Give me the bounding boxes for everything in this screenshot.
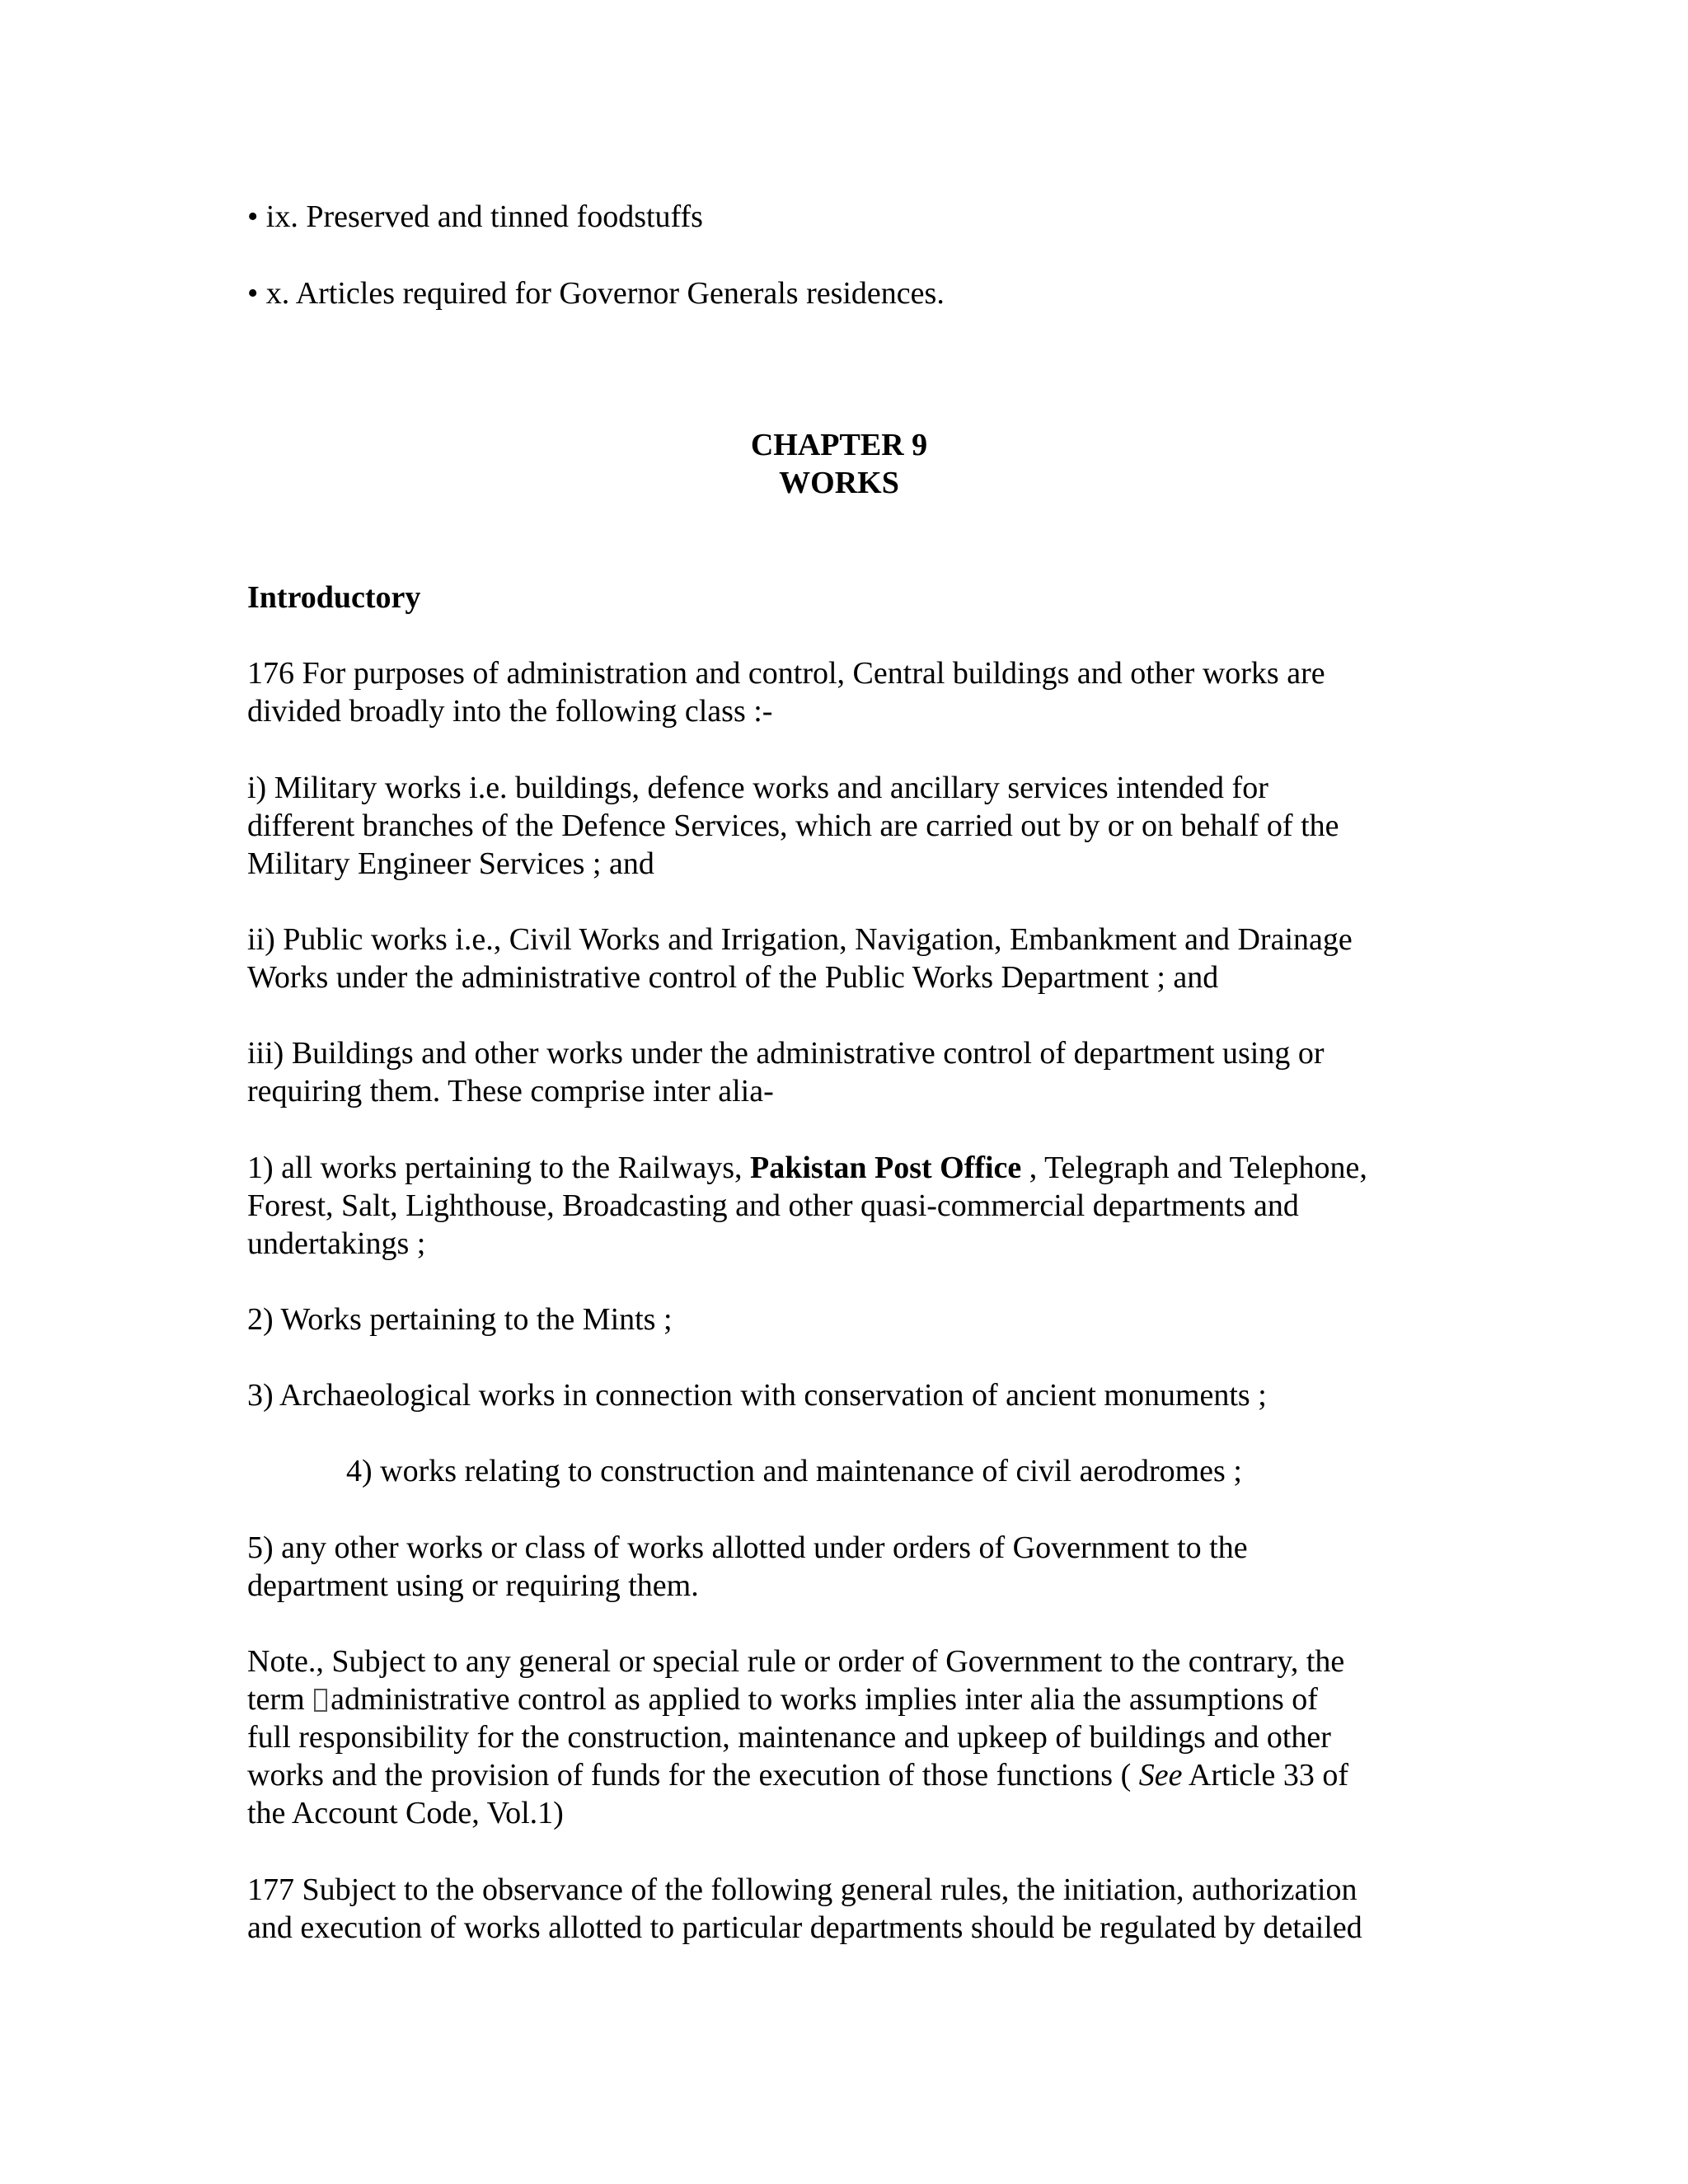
item-5-line-1: 5) any other works or class of works allotted under orders of Government to the (247, 1530, 1248, 1565)
item-1-line-1 (247, 1149, 1367, 1187)
para-177-line-2: and execution of works allotted to particular departments should be regulated by detailed (247, 1910, 1362, 1945)
pakistan-post-office: Pakistan Post Office (750, 1151, 1022, 1185)
bullet-item-x: • x. Articles required for Governor Generals residences. (247, 276, 945, 311)
bullet-item-ix: • ix. Preserved and tinned foodstuffs (247, 199, 703, 234)
item-2: 2) Works pertaining to the Mints ; (247, 1302, 673, 1337)
item-4: 4) works relating to construction and maintenance of civil aerodromes ; (346, 1454, 1242, 1488)
note-line-2-suffix: administrative control as applied to works implies inter alia the assumptions of (331, 1682, 1318, 1717)
item-iii-line-1: iii) Buildings and other works under the administrative control of department using or (247, 1036, 1325, 1071)
section-heading: Introductory (247, 580, 421, 615)
chapter-number: CHAPTER 9 (750, 428, 928, 462)
item-ii-line-1: ii) Public works i.e., Civil Works and Irrigation, Navigation, Embankment and Drainage (247, 922, 1353, 957)
note-line-4 (247, 1756, 1348, 1794)
item-1-prefix: 1) all works pertaining to the Railways, (247, 1151, 750, 1185)
item-5-line-2: department using or requiring them. (247, 1568, 699, 1603)
note-line-3: full responsibility for the construction, maintenance and upkeep of buildings and other (247, 1720, 1331, 1755)
item-i-line-3: Military Engineer Services ; and (247, 846, 654, 881)
item-i-line-2: different branches of the Defence Services, which are carried out by or on behalf of the (247, 808, 1339, 843)
item-i-line-1: i) Military works i.e. buildings, defence works and ancillary services intended for (247, 771, 1268, 805)
note-line-2-prefix: term (247, 1682, 313, 1717)
item-1-line-3: undertakings ; (247, 1226, 426, 1261)
chapter-title: WORKS (779, 466, 899, 500)
item-1-line-2: Forest, Salt, Lighthouse, Broadcasting and other quasi-commercial departments and (247, 1188, 1299, 1223)
item-3: 3) Archaeological works in connection with conservation of ancient monuments ; (247, 1378, 1267, 1413)
note-line-1: Note., Subject to any general or special rule or order of Government to the contrary, the (247, 1644, 1345, 1679)
para-176-line-1: 176 For purposes of administration and control, Central buildings and other works are (247, 656, 1325, 691)
see-reference: See (1138, 1758, 1183, 1793)
item-ii-line-2: Works under the administrative control of the Public Works Department ; and (247, 960, 1219, 995)
note-line-5: the Account Code, Vol.1) (247, 1796, 564, 1830)
note-line-4-suffix: Article 33 of (1182, 1758, 1349, 1793)
para-177-line-1: 177 Subject to the observance of the following general rules, the initiation, authorization (247, 1872, 1357, 1907)
note-line-4-prefix: works and the provision of funds for the execution of those functions ( (247, 1758, 1139, 1793)
para-176-line-2: divided broadly into the following class :- (247, 694, 773, 729)
note-line-2 (247, 1680, 1318, 1718)
item-iii-line-2: requiring them. These comprise inter alia- (247, 1074, 774, 1108)
missing-glyph-icon (314, 1689, 327, 1712)
item-1-suffix: , Telegraph and Telephone, (1021, 1151, 1367, 1185)
